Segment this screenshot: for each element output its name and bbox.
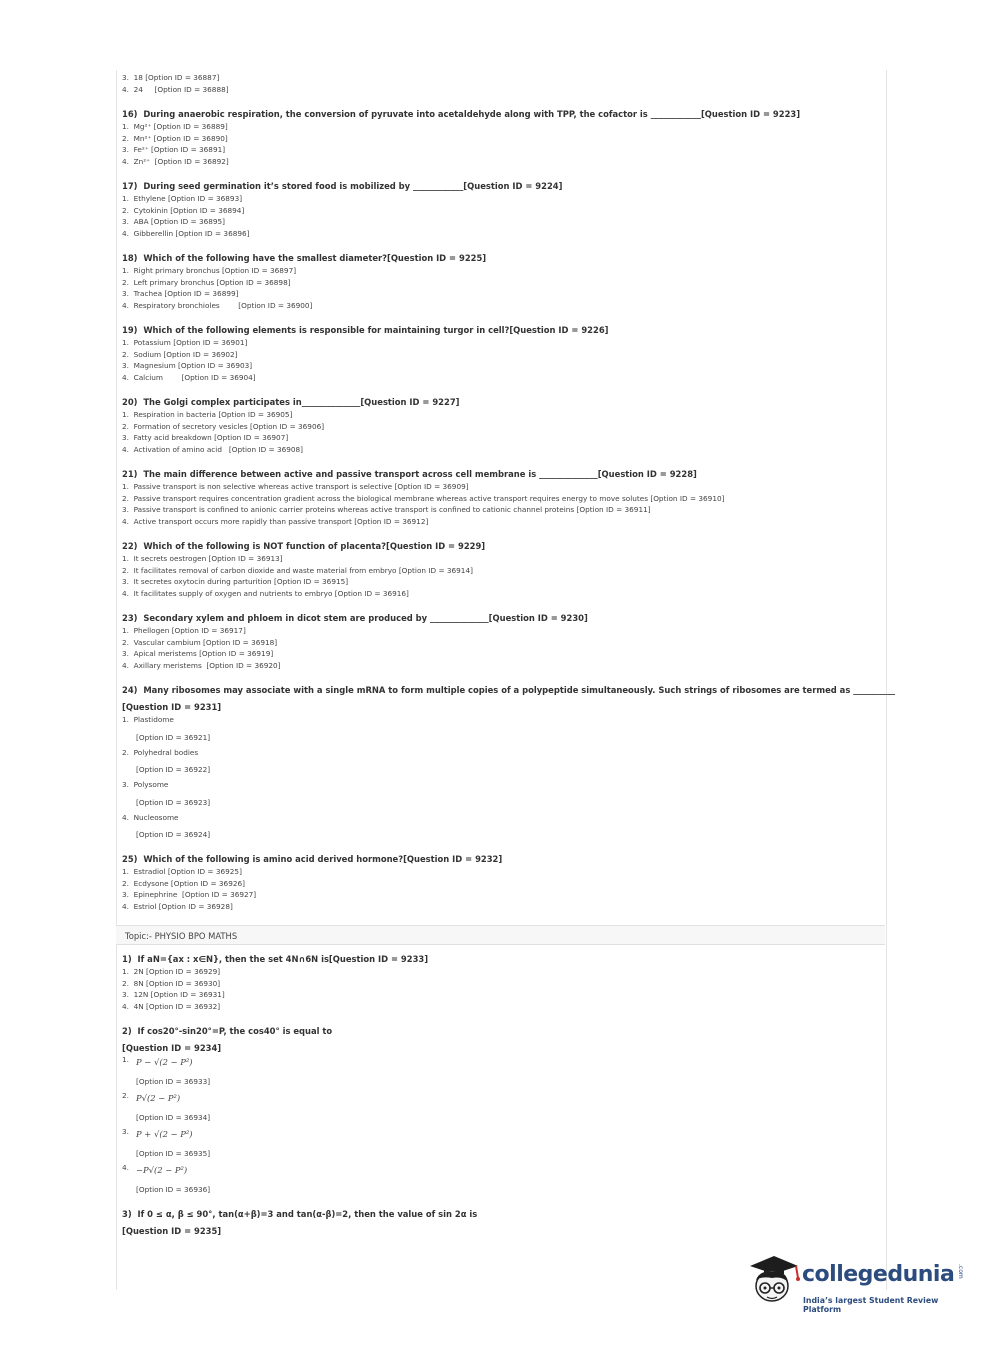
option: 4. Activation of amino acid [Option ID = 36908] <box>122 444 304 454</box>
option: 4. 24 [Option ID = 36888] <box>122 84 229 94</box>
collegedunia-logo[interactable] <box>742 1252 972 1322</box>
option: 4. 4N [Option ID = 36932] <box>122 1001 221 1011</box>
option: 3. Epinephrine [Option ID = 36927] <box>122 890 257 899</box>
brand-tagline: India’s largest Student Review Platform <box>803 1296 939 1314</box>
question-heading: 1) If aN={ax : x∈N}, then the set 4N∩6N is[Question ID = 9233] <box>122 954 429 964</box>
option: 4. Estriol [Option ID = 36928] <box>122 901 233 911</box>
option: 1. Estradiol [Option ID = 36925] <box>122 867 242 876</box>
math-expression: P + √(2 − P²) <box>136 1129 193 1139</box>
option: 3. Apical meristems [Option ID = 36919] <box>122 649 274 658</box>
option: 3. Passive transport is confined to anionic carrier proteins whereas active transport is confined to cationic channel proteins [Option ID = 36911] <box>122 505 651 514</box>
option: 2. Sodium [Option ID = 36902] <box>122 349 238 359</box>
option-id: [Option ID = 36934] <box>136 1113 211 1122</box>
option: 4. Zn²⁺ [Option ID = 36892] <box>122 156 229 166</box>
option-id: [Option ID = 36923] <box>136 797 211 807</box>
option: 2. Mn²⁺ [Option ID = 36890] <box>122 133 228 143</box>
option: 1. Respiration in bacteria [Option ID = 36905] <box>122 410 293 419</box>
question-heading: 25) Which of the following is amino acid derived hormone?[Question ID = 9232] <box>122 854 503 864</box>
option-id: [Option ID = 36921] <box>136 732 211 742</box>
option-id: [Option ID = 36936] <box>136 1185 211 1194</box>
option: 4. Axillary meristems [Option ID = 36920] <box>122 660 281 670</box>
option: 3. ABA [Option ID = 36895] <box>122 217 226 226</box>
option: 1. Phellogen [Option ID = 36917] <box>122 626 246 635</box>
math-expression: P√(2 − P²) <box>136 1093 181 1103</box>
math-option <box>122 1091 880 1106</box>
option: 1. Mg²⁺ [Option ID = 36889] <box>122 122 228 131</box>
option-number: 1. <box>122 1055 129 1064</box>
option: 2. It facilitates removal of carbon dioxide and waste material from embryo [Option ID = 36914] <box>122 565 473 575</box>
option: 4. Gibberellin [Option ID = 36896] <box>122 228 250 238</box>
question-sheet <box>122 72 896 1238</box>
option: 2. Polyhedral bodies <box>122 747 199 757</box>
option-id: [Option ID = 36924] <box>136 830 211 839</box>
question-heading: 23) Secondary xylem and phloem in dicot stem are produced by ______________[Question ID = 9230] <box>122 613 588 623</box>
option: 2. Vascular cambium [Option ID = 36918] <box>122 637 278 647</box>
math-option <box>122 1055 880 1070</box>
option: 3. Magnesium [Option ID = 36903] <box>122 361 253 370</box>
option: 3. Fatty acid breakdown [Option ID = 36907] <box>122 433 289 442</box>
option: 3. 18 [Option ID = 36887] <box>122 73 220 82</box>
option-id: [Option ID = 36933] <box>136 1077 211 1086</box>
question-id: [Question ID = 9231] <box>122 702 222 712</box>
option-number: 2. <box>122 1091 129 1100</box>
math-option <box>122 1163 880 1178</box>
option: 2. Left primary bronchus [Option ID = 36898] <box>122 277 291 287</box>
math-expression: −P√(2 − P²) <box>136 1165 188 1175</box>
option: 3. It secretes oxytocin during parturition [Option ID = 36915] <box>122 577 349 586</box>
option-id: [Option ID = 36935] <box>136 1149 211 1158</box>
option: 3. Fe²⁺ [Option ID = 36891] <box>122 145 226 154</box>
option: 4. Nucleosome <box>122 812 179 822</box>
question-heading: 21) The main difference between active and passive transport across cell membrane is ______________[Question ID = 9228] <box>122 469 697 479</box>
question-heading: 3) If 0 ≤ α, β ≤ 90°, tan(α+β)=3 and tan(α-β)=2, then the value of sin 2α is <box>122 1209 478 1219</box>
question-heading: 19) Which of the following elements is responsible for maintaining turgor in cell?[Question ID = 9226] <box>122 325 609 335</box>
question-heading: 20) The Golgi complex participates in______________[Question ID = 9227] <box>122 397 460 407</box>
option-number: 4. <box>122 1163 129 1172</box>
option: 3. Trachea [Option ID = 36899] <box>122 289 239 298</box>
question-heading: 17) During seed germination it’s stored food is mobilized by ____________[Question ID = 9224] <box>122 181 563 191</box>
option: 3. 12N [Option ID = 36931] <box>122 990 225 999</box>
option: 4. It facilitates supply of oxygen and nutrients to embryo [Option ID = 36916] <box>122 588 409 598</box>
option: 4. Calcium [Option ID = 36904] <box>122 372 256 382</box>
option: 2. Ecdysone [Option ID = 36926] <box>122 878 245 888</box>
option: 1. Ethylene [Option ID = 36893] <box>122 194 243 203</box>
question-id: [Question ID = 9235] <box>122 1226 222 1236</box>
option-id: [Option ID = 36922] <box>136 765 211 774</box>
option-number: 3. <box>122 1127 129 1136</box>
question-id: [Question ID = 9234] <box>122 1043 222 1053</box>
math-expression: P − √(2 − P²) <box>136 1057 193 1067</box>
option: 4. Active transport occurs more rapidly than passive transport [Option ID = 36912] <box>122 516 429 526</box>
option: 1. Potassium [Option ID = 36901] <box>122 338 248 347</box>
option: 1. 2N [Option ID = 36929] <box>122 967 221 976</box>
option: 2. Cytokinin [Option ID = 36894] <box>122 205 245 215</box>
question-heading: 22) Which of the following is NOT function of placenta?[Question ID = 9229] <box>122 541 486 551</box>
option-block <box>122 714 880 840</box>
math-option <box>122 1127 880 1142</box>
question-heading: 18) Which of the following have the smallest diameter?[Question ID = 9225] <box>122 253 487 263</box>
question-heading: 2) If cos20°-sin20°=P, the cos40° is equal to <box>122 1026 333 1036</box>
option: 2. Passive transport requires concentration gradient across the biological membrane whereas active transport requires energy to move solutes [Option ID = 36910] <box>122 493 725 503</box>
topic-banner: Topic:- PHYSIO BPO MATHS <box>116 925 885 945</box>
option: 1. Passive transport is non selective whereas active transport is selective [Option ID = 36909] <box>122 482 469 491</box>
brand-domain: .com <box>957 1264 964 1279</box>
option: 1. Plastidome <box>122 715 174 724</box>
option: 3. Polysome <box>122 780 169 789</box>
option: 1. Right primary bronchus [Option ID = 36897] <box>122 266 297 275</box>
question-heading: 24) Many ribosomes may associate with a single mRNA to form multiple copies of a polypeptide simultaneously. Such strings of ribosomes are termed as __________ <box>122 685 896 695</box>
option: 2. Formation of secretory vesicles [Option ID = 36906] <box>122 421 325 431</box>
brand-name: collegedunia <box>802 1262 955 1287</box>
question-list <box>122 108 880 671</box>
option: 1. It secrets oestrogen [Option ID = 36913] <box>122 554 283 563</box>
option: 4. Respiratory bronchioles [Option ID = 36900] <box>122 300 313 310</box>
question-heading: 16) During anaerobic respiration, the conversion of pyruvate into acetaldehyde along with TPP, the cofactor is ____________[Question ID = 9223] <box>122 109 801 119</box>
option: 2. 8N [Option ID = 36930] <box>122 978 221 988</box>
mascot-icon <box>742 1252 802 1312</box>
